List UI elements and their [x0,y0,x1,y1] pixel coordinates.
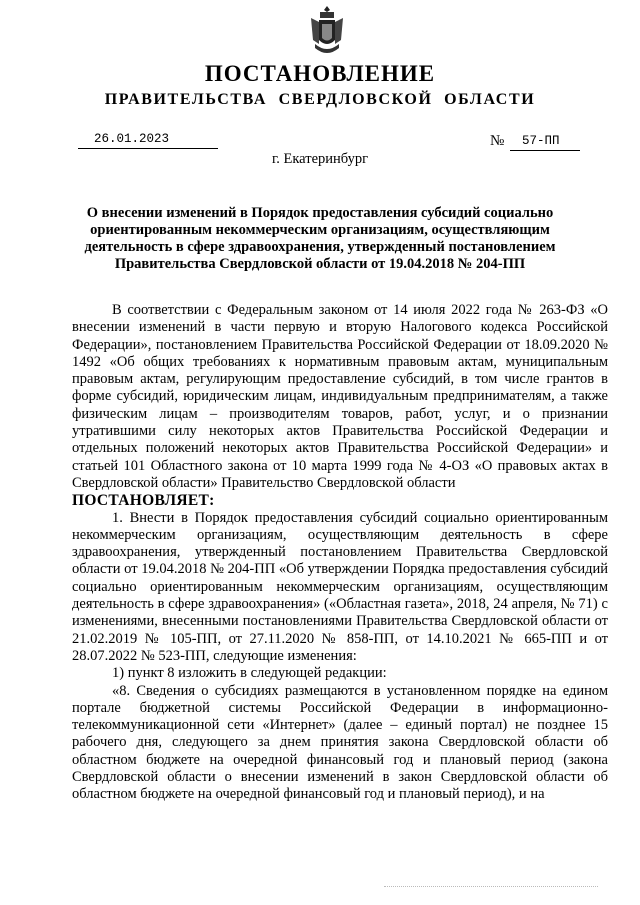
coat-of-arms-emblem [307,4,347,56]
document-title: ПОСТАНОВЛЕНИЕ [204,61,436,86]
item-1-1-paragraph: 1) пункт 8 изложить в следующей редакции: [112,665,387,682]
item-1-1-text-paragraph: «8. Сведения о субсидиях размещаются в установленном порядке на едином портале бюджетной системы Российской Федерации в информационно-телекоммуникационной сети «Интернет» (далее – единый портал) не позднее 15 рабочего дня, следующего за днем принятия закона Свердловской области об областном бюджете на очередной финансовый год и плановый период (закона Свердловской области о внесении изменений в закон Свердловской области об областном бюджете на очередной финансовый год и плановый период), и на [72,682,608,803]
item-1-paragraph: 1. Внести в Порядок предоставления субсидий социально ориентированным некоммерческим организациям, осуществляющим деятельность в сфере здравоохранения, утвержденный постановлением Правительства Свердловской области от 19.04.2018 № 204-ПП «Об утверждении Порядка предоставления субсидий социально ориентированным некоммерческим организациям, осуществляющим деятельность в сфере здравоохранения» («Областная газета», 2018, 24 апреля, № 71) с изменениями, внесенными постановлениями Правительства Свердловской области от 21.02.2019 № 105-ПП, от 27.11.2020 № 858-ПП, от 14.10.2021 № 665-ПП и от 28.07.2022 № 523-ПП, следующие изменения: [72,509,608,664]
city-label: г. Екатеринбург [271,151,369,167]
document-number: 57-ПП [522,134,560,148]
document-heading: О внесении изменений в Порядок предоставления субсидий социально ориентированным некоммерческим организациям, осуществляющим деятельность в сфере здравоохранения, утвержденный постановлением Правительства Свердловской области от 19.04.2018 № 204-ПП [84,205,556,272]
number-sign: № [490,133,505,149]
decree-label: ПОСТАНОВЛЯЕТ: [72,492,215,510]
scan-footer-mark [384,886,598,890]
document-body [72,302,608,804]
date-underline [78,148,218,149]
document-date: 26.01.2023 [94,132,170,146]
preamble-paragraph: В соответствии с Федеральным законом от 14 июля 2022 года № 263-ФЗ «О внесении изменений в части первую и вторую Налогового кодекса Российской Федерации», постановлением Правительства Российской Федерации от 18.09.2020 № 1492 «Об общих требованиях к нормативным правовым актам, муниципальным правовым актам, регулирующим предоставление субсидий, в том числе грантов в форме субсидий, юридическим лицам, индивидуальным предпринимателям, а также физическим лицам – производителям товаров, работ, услуг, и о признании утратившими силу некоторых актов Правительства Российской Федерации и отдельных положений некоторых актов Правительства Российской Федерации» и статьей 101 Областного закона от 10 марта 1999 года № 4-ОЗ «О правовых актах в Свердловской области» Правительство Свердловской области [72,302,608,491]
document-subtitle: ПРАВИТЕЛЬСТВА СВЕРДЛОВСКОЙ ОБЛАСТИ [104,91,536,108]
